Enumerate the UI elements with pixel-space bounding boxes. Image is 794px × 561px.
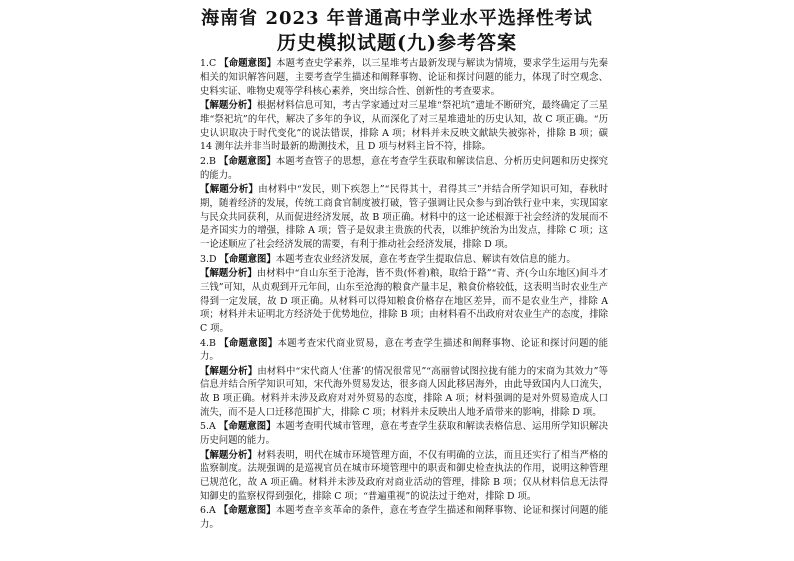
intent-text: 本题考查辛亥革命的条件，意在考查学生描述和阐释事物、论证和探讨问题的能力。 bbox=[200, 505, 608, 531]
answer-content bbox=[200, 57, 608, 533]
answer-analysis bbox=[200, 365, 608, 420]
answer-analysis bbox=[200, 99, 608, 154]
intent-tag: 【命题意图】 bbox=[219, 253, 276, 265]
intent-tag: 【命题意图】 bbox=[219, 58, 277, 69]
intent-tag: 【命题意图】 bbox=[218, 155, 276, 167]
answer-item: 1.C 【命题意图】本题考查史学素养，以三星堆考古最新发现与解读为情境，要求学生运用与先秦相关的知识解答问题，主要考查学生描述和阐释事物、论证和探讨问题的能力，体现了时空观念、史料实证、唯物史观等学科核心素养，突出综合性、创新性的考查要求。 bbox=[200, 58, 608, 97]
answer-item: 3.D 【命题意图】本题考查农业经济发展，意在考查学生提取信息、解读有效信息的能力。 bbox=[200, 253, 576, 265]
analysis-tag: 【解题分析】 bbox=[200, 99, 257, 111]
intent-tag: 【命题意图】 bbox=[218, 421, 276, 433]
analysis-text: 根据材料信息可知，考古学家通过对三星堆“祭祀坑”遗址不断研究，最终确定了三星堆“祭祀坑”的年代，解决了多年的争议，从而深化了对三星堆遗址的历史认知，故 C 项正确。“历史认识取决于时代变化”的说法错误，排除 A 项；材料并未反映文献缺失被弥补，排除 B 项；碳 14 测年法并非当时最新的勘测技术，且 D 项与材料主旨不符，排除。 bbox=[200, 99, 608, 153]
analysis-text: 由材料中“宋代商人‘住蕃’的情况很常见”“高丽曾试图拉拢有能力的宋商为其效力”等信息并结合所学知识可知，宋代海外贸易发达，很多商人因此移居海外，由此导致国内人口流失，故 B 项正确。材料并未涉及政府对对外贸易的态度，排除 A 项；材料强调的是对外贸易造成人口流失，而不是人口迁移范围扩大，排除 C 项；材料并未反映出人地矛盾带来的影响，排除 D 项。 bbox=[200, 365, 608, 419]
intent-text: 本题考查明代城市管理，意在考查学生获取和解读表格信息、运用所学知识解决历史问题的能力。 bbox=[200, 421, 608, 447]
analysis-tag: 【解题分析】 bbox=[200, 183, 259, 195]
analysis-text: 由材料中“自山东至于沧海，皆不贵(怀着)粮，取给于路”“青、齐(今山东地区)间斗才三钱”可知，从贞观到开元年间，山东至沧海的粮食产量丰足，粮食价格较低，这表明当时农业生产得到一定发展，故 D 项正确。从材料可以得知粮食价格存在地区差异，而不是农业生产，排除 A 项；材料并未证明北方经济处于优势地位，排除 B 项；由材料看不出政府对农业生产的态度，排除 C 项。 bbox=[200, 267, 608, 335]
answer-item: 2.B 【命题意图】本题考查管子的思想，意在考查学生获取和解读信息、分析历史问题和历史探究的能力。 bbox=[200, 155, 608, 181]
answer-item: 5.A 【命题意图】本题考查明代城市管理，意在考查学生获取和解读表格信息、运用所学知识解决历史问题的能力。 bbox=[200, 421, 608, 447]
answer-analysis bbox=[200, 449, 608, 504]
analysis-tag: 【解题分析】 bbox=[200, 449, 257, 461]
intent-text: 本题考查宋代商业贸易，意在考查学生描述和阐释事物、论证和探讨问题的能力。 bbox=[200, 337, 608, 363]
intent-tag: 【命题意图】 bbox=[218, 505, 276, 517]
analysis-text: 材料表明，明代在城市环境管理方面，不仅有明确的立法，而且还实行了相当严格的监察制度。法规强调的是巡视官员在城市环境管理中的职责和御史检查执法的作用，说明这种管理已规范化，故 A 项正确。材料并未涉及政府对商业活动的管理，排除 B 项；仅从材料信息无法得知御史的监察权得到强化，排除 C 项；“普遍重视”的说法过于绝对，排除 D 项。 bbox=[200, 449, 608, 503]
answer-analysis bbox=[200, 267, 608, 336]
answer-analysis bbox=[200, 183, 608, 252]
answer-item: 6.A 【命题意图】本题考查辛亥革命的条件，意在考查学生描述和阐释事物、论证和探讨问题的能力。 bbox=[200, 505, 608, 531]
analysis-tag: 【解题分析】 bbox=[200, 365, 258, 377]
exam-title: 海南省 2023 年普通高中学业水平选择性考试 bbox=[201, 8, 593, 29]
intent-tag: 【命题意图】 bbox=[219, 337, 278, 349]
answer-key-title: 历史模拟试题(九)参考答案 bbox=[277, 32, 517, 54]
intent-text: 本题考查农业经济发展，意在考查学生提取信息、解读有效信息的能力。 bbox=[275, 253, 576, 265]
analysis-text: 由材料中“发民，则下疾怨上”“民得其十，君得其三”并结合所学知识可知，春秋时期，随着经济的发展，传统工商食官制度被打破，管子强调让民众参与到冶铁行业中来，实现国家与民众共同获利，从而促进经济发展，故 B 项正确。材料中的这一论述根源于社会经济的发展而不是齐国实力的增强，排除 A 项；管子是奴隶主贵族的代表，以维护统治为出发点，排除 C 项；这一论述顺应了社会经济发展的需要，有利于推动社会经济发展，排除 D 项。 bbox=[200, 183, 608, 251]
intent-text: 本题考查史学素养，以三星堆考古最新发现与解读为情境，要求学生运用与先秦相关的知识解答问题，主要考查学生描述和阐释事物、论证和探讨问题的能力，体现了时空观念、史料实证、唯物史观等学科核心素养，突出综合性、创新性的考查要求。 bbox=[200, 58, 608, 97]
analysis-tag: 【解题分析】 bbox=[200, 267, 257, 279]
intent-text: 本题考查管子的思想，意在考查学生获取和解读信息、分析历史问题和历史探究的能力。 bbox=[200, 155, 608, 181]
answer-item: 4.B 【命题意图】本题考查宋代商业贸易，意在考查学生描述和阐释事物、论证和探讨问题的能力。 bbox=[200, 337, 608, 363]
